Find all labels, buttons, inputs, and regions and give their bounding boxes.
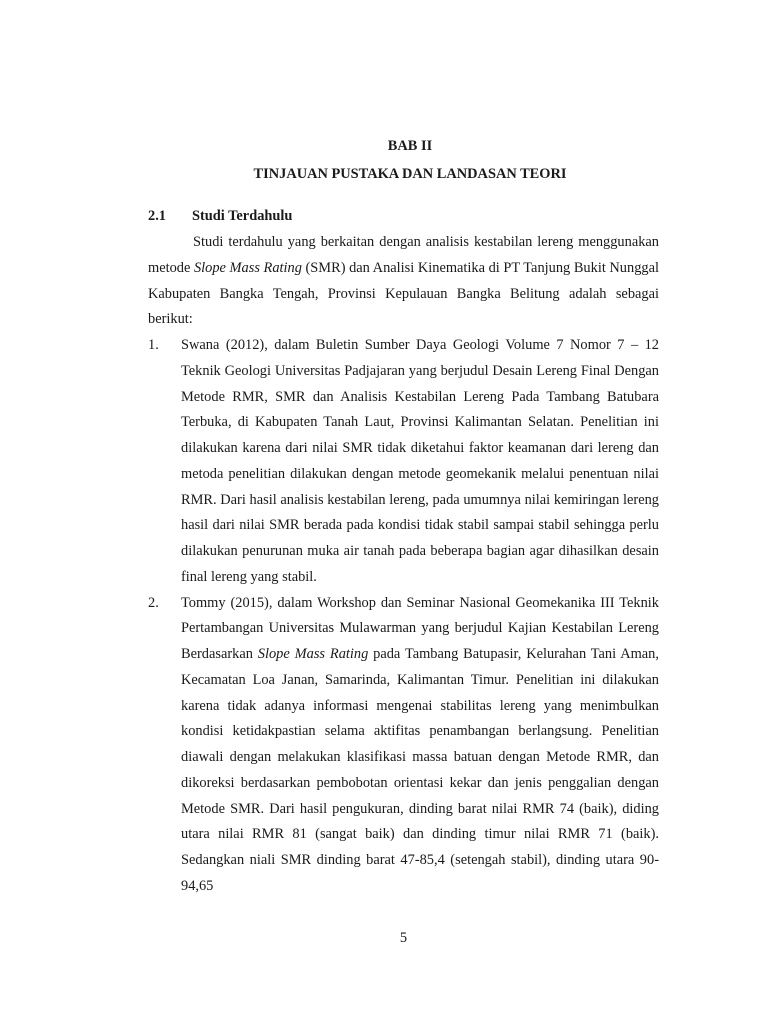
intro-italic-term: Slope Mass Rating	[193, 259, 302, 276]
intro-text-end: (SMR) dan Analisi Kinematika di PT Tanjung Bukit Nunggal Kabupaten Bangka Tengah, Provinsi Kepulauan Bangka Belitung adalah sebagai berikut:	[148, 259, 659, 328]
document-body	[148, 230, 659, 900]
section-title: Studi Terdahulu	[192, 208, 293, 224]
intro-text-start: Studi terdahulu yang berkaitan dengan analisis kestabilan lereng menggunakan metode	[148, 234, 659, 276]
list-item-text: Swana (2012), dalam Buletin Sumber Daya Geologi Volume 7 Nomor 7 – 12 Teknik Geologi Universitas Padjajaran yang berjudul Desain Lereng Final Dengan Metode RMR, SMR dan Analisis Kestabilan Lereng Pada Tambang Batubara Terbuka, di Kabupaten Tanah Laut, Provinsi Kalimantan Selatan. Penelitian ini dilakukan karena dari nilai SMR tidak diketahui faktor keamanan dari lereng dan metoda penelitian dilakukan dengan metode geomekanik melalui penentuan nilai RMR. Dari hasil analisis kestabilan lereng, pada umumnya nilai kemiringan lereng hasil dari nilai SMR berada pada kondisi tidak stabil sampai stabil sehingga perlu dilakukan penurunan muka air tanah pada beberapa bagian agar dihasilkan desain final lereng yang stabil.	[181, 337, 659, 585]
section-number: 2.1	[148, 208, 166, 224]
list-item-text-end: pada Tambang Batupasir, Kelurahan Tani Aman, Kecamatan Loa Janan, Samarinda, Kalimantan Timur. Penelitian ini dilakukan karena tidak adanya informasi mengenai stabilitas lereng yang menimbulkan kondisi ketidakpastian selama aktifitas penambangan berlangsung. Penelitian diawali dengan melakukan klasifikasi massa batuan dengan Metode RMR, dan dikoreksi berdasarkan pembobotan orientasi kekar dan jenis penggalian dengan Metode SMR. Dari hasil pengukuran, dinding barat nilai RMR 74 (baik), diding utara nilai RMR 81 (sangat baik) dan dinding timur nilai RMR 71 (baik). Sedangkan niali SMR dinding barat 47-85,4 (setengah stabil), dinding utara 90- 94,65	[181, 646, 659, 894]
chapter-title: BAB II	[387, 138, 433, 154]
list-item	[148, 591, 659, 900]
chapter-subtitle: TINJAUAN PUSTAKA DAN LANDASAN TEORI	[253, 166, 567, 182]
intro-paragraph	[148, 230, 659, 333]
page-number: 5	[399, 930, 408, 946]
list-item	[148, 333, 659, 591]
list-item-number: 2.	[148, 594, 159, 611]
section-heading	[148, 206, 672, 226]
list-item-text: Tommy (2015), dalam Workshop dan Seminar Nasional Geomekanika III Teknik Pertambangan Universitas Mulawarman yang berjudul Kajian Kestabilan Lereng Berdasarkan	[181, 594, 659, 662]
list-item-italic-term: Slope Mass Rating	[257, 646, 369, 662]
list-item-number: 1.	[148, 337, 159, 353]
studies-list	[148, 333, 659, 900]
